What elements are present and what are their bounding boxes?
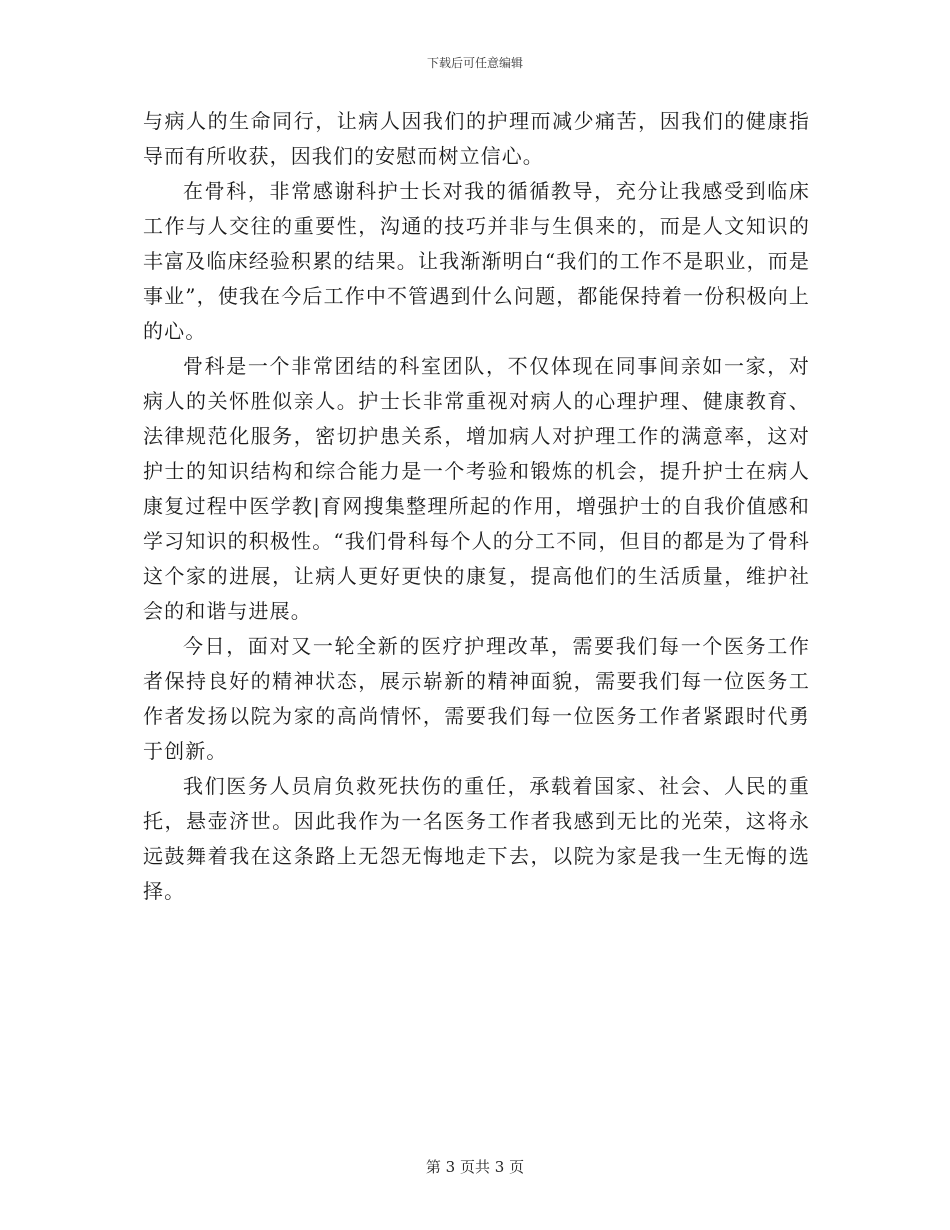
paragraph: 在骨科，非常感谢科护士长对我的循循教导，充分让我感受到临床工作与人交往的重要性，沟通的技巧并非与生俱来的，而是人文知识的丰富及临床经验积累的结果。让我渐渐明白“我们的工作不是职业，而是事业”，使我在今后工作中不管遇到什么问题，都能保持着一份积极向上的心。	[143, 179, 810, 343]
paragraph: 今日，面对又一轮全新的医疗护理改革，需要我们每一个医务工作者保持良好的精神状态，展示崭新的精神面貌，需要我们每一位医务工作者发扬以院为家的高尚情怀，需要我们每一位医务工作者紧跟时代勇于创新。	[143, 634, 810, 763]
paragraph: 骨科是一个非常团结的科室团队，不仅体现在同事间亲如一家，对病人的关怀胜似亲人。护士长非常重视对病人的心理护理、健康教育、法律规范化服务，密切护患关系，增加病人对护理工作的满意率，这对护士的知识结构和综合能力是一个考验和锻炼的机会，提升护士在病人康复过程中医学教|育网搜集整理所起的作用，增强护士的自我价值感和学习知识的积极性。“我们骨科每个人的分工不同，但目的都是为了骨科这个家的进展，让病人更好更快的康复，提高他们的生活质量，维护社会的和谐与进展。	[143, 354, 810, 623]
paragraph: 我们医务人员肩负救死扶伤的重任，承载着国家、社会、人民的重托，悬壶济世。因此我作为一名医务工作者我感到无比的光荣，这将永远鼓舞着我在这条路上无怨无悔地走下去，以院为家是我一生无悔的选择。	[143, 774, 810, 903]
page-header: 下载后可任意编辑	[426, 56, 523, 70]
page-footer: 第 3 页共 3 页	[425, 1158, 525, 1176]
body-text	[143, 104, 810, 909]
paragraph-continued: 与病人的生命同行，让病人因我们的护理而减少痛苦，因我们的健康指导而有所收获，因我们的安慰而树立信心。	[143, 109, 810, 168]
